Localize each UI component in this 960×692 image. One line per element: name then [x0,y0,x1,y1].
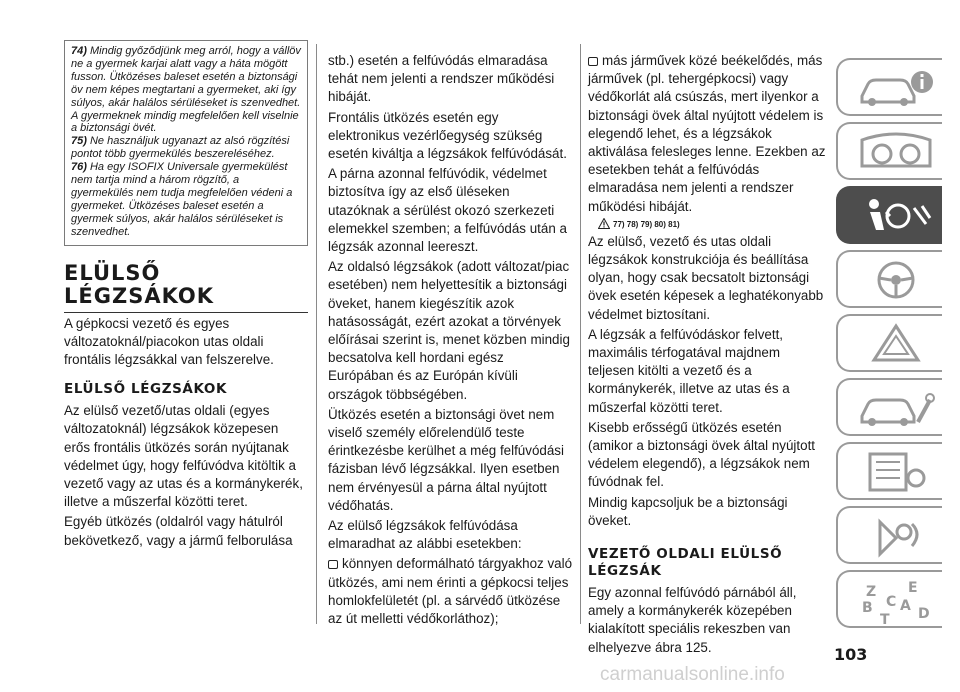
index-letter: A [900,598,911,614]
paragraph: Mindig kapcsoljuk be a biztonsági öveket. [588,494,788,528]
paragraph: Az elülső légzsákok felfúvódása elmaradhat az alábbi esetekben: [328,518,522,552]
paragraph: Az elülső, vezető és utas oldali légzsákok konstrukciója és beállítása olyan, hogy csak becsatolt biztonsági övek esetén képesek a leghatékonyabb védelmet biztosítani. [588,233,824,322]
paragraph: A légzsák a felfúvódáskor felvett, maximális térfogatával majdnem teljesen kitölti a vezető és a kormánykerék, illetve az utas és a műszerfal közötti teret. [588,326,790,415]
multimedia-icon [856,514,936,558]
warning-triangle-icon [856,322,936,366]
intro-paragraph: A gépkocsi vezető és egyes változatoknál/piacokon utas oldali frontális légzsákkal van felszerelve. [64,315,274,367]
index-letter: B [862,600,873,616]
column-2 [328,40,572,628]
paragraph: Az oldalsó légzsákok (adott változat/piac esetében) nem helyettesítik a biztonsági öveket, hanem kiegészítik azok hatásosságát, ezért azokat a törvények előírásai szerint is, menet közben mindig becsatolva kell hordani egész Európában és az Európán kívüli országok többségében. [328,259,570,402]
paragraph: stb.) esetén a felfúvódás elmaradása tehát nem jelenti a rendszer működési hibáját. [328,53,555,105]
paragraph: Egy azonnal felfúvódó párnából áll, amely a kormánykerék közepében kialakított speciális rekeszben van elhelyezve ábra 125. [588,585,797,655]
tab-multimedia[interactable] [836,506,942,564]
index-letter: E [908,580,918,596]
note-75: 75) Ne használjuk ugyanazt az alsó rögzítési pontot több gyermekülés beszereléséhez. [71,135,290,161]
page-number: 103 [834,645,868,664]
bullet-item: könnyen deformálható tárgyakhoz való ütközés, ami nem érinti a gépkocsi teljes homlokfelületét (pl. a sárvédő ütközése az út melletti védőkorláthoz); [328,556,573,627]
tab-car-info[interactable] [836,58,942,116]
bullet-square-icon [328,560,338,569]
airbag-safety-icon [856,194,936,238]
warning-notes-box [64,40,308,246]
column-3 [588,40,826,657]
paragraph: Az elülső vezető/utas oldali (egyes változatoknál) légzsákok közepesen erős frontális ütközés során nyújtanak védelmet úgy, hogy felfúvódva kitöltik a vezető vagy az utas és a kormánykerék, illetve a műszerfal közötti teret. [64,403,303,510]
column-1 [64,40,308,550]
paragraph: Kisebb erősségű ütközés esetén (amikor a biztonsági övek által nyújtott védelem elegendő), a légzsákok nem fúvódnak fel. [588,419,816,490]
dashboard-gauge-icon [856,130,936,174]
paragraph: Ütközés esetén a biztonsági övet nem viselő személy előrelendülő teste érintkezésbe kerülhet a még felfúvódási fázisban lévő légzsákkal. Ilyen esetben nem érvényesül a párna által nyújtott védőhatás. [328,406,564,513]
tab-safety-airbag[interactable] [836,186,942,244]
note-76: 76) Ha egy ISOFIX Universale gyermekülést nem tartja mind a három rögzítő, a gyermekülés nem tudja megfelelően védeni a gyermeket. Ütközéses baleset esetén a gyermek súlyos, akár halálos sérüléseket is szenvedhet. [71,161,293,238]
warning-triangle-icon [598,218,610,229]
bullet-item: más járművek közé beékelődés, más járművek (pl. tehergépkocsi) vagy védőkorlát alá csúszás, mert ilyenkor a biztonsági övek által nyújtott védelem is elegendő lehet, és a légzsákok aktiválása felesleges lenne. Ezekben az esetekben tehát a felfúvódás elmaradása nem jelenti a rendszer működési hibáját. [588,53,826,214]
tab-technical-data[interactable] [836,442,942,500]
paragraph: Egyéb ütközés (oldalról vagy hátulról bekövetkező, vagy a jármű felborulása [64,514,293,548]
car-info-icon [856,66,936,110]
car-wrench-icon [856,386,936,430]
index-letter: C [886,594,897,610]
tab-index[interactable] [836,570,942,628]
specifications-list-icon [856,450,936,494]
bullet-square-icon [588,57,598,66]
tab-dashboard[interactable] [836,122,942,180]
section-heading-driver-airbag: VEZETŐ OLDALI ELÜLSŐ LÉGZSÁK [588,546,783,580]
tab-maintenance[interactable] [836,378,942,436]
alphabetical-index-icon [856,578,936,628]
paragraph: A párna azonnal felfúvódik, védelmet biztosítva így az első üléseken utazóknak a sérülést okozó szerkezeti elemekkel szemben; a felfúvódás után a légzsák azonnal leereszt. [328,166,567,255]
index-letter: T [880,612,890,628]
footer-watermark: carmanualsonline.info [600,664,785,685]
index-letter: D [918,606,930,622]
tab-starting-driving[interactable] [836,250,942,308]
paragraph: Frontális ütközés esetén egy elektronikus vezérlőegység szükség esetén kiváltja a légzsákok felfúvódását. [328,109,567,162]
section-heading-front-airbags: ELÜLSŐ LÉGZSÁKOK [64,262,308,313]
note-74: 74) Mindig győződjünk meg arról, hogy a vállöv ne a gyermek karjai alatt vagy a háta mögött fusson. Ütközéses baleset esetén a biztonsági öv nem képes megtartani a gyermeket, aki így súlyos, akár halálos sérüléseket is szenvedhet. A gyermeknek mindig megfelelően kell viselnie a biztonsági övét. [71,45,301,135]
warning-references: 77) 78) 79) 80) 81) [598,218,826,231]
tab-emergency[interactable] [836,314,942,372]
index-letter: Z [866,584,877,600]
column-divider [316,44,317,624]
column-divider [580,44,581,624]
steering-wheel-icon [856,258,936,302]
subheading-front-airbags: ELÜLSŐ LÉGZSÁKOK [64,381,228,398]
